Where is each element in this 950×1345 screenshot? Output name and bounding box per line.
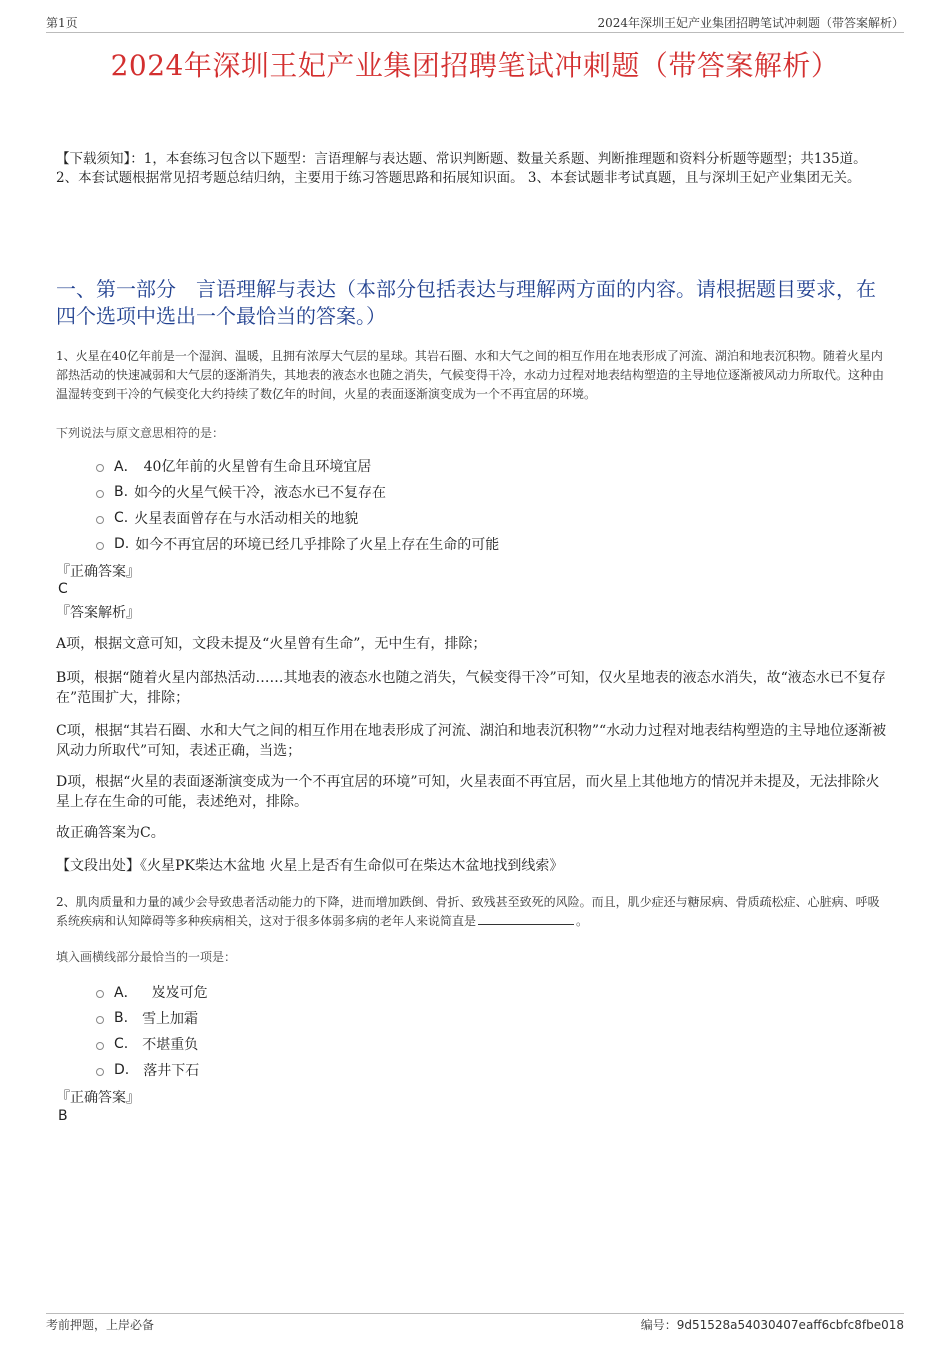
document-code: 编号：9d51528a54030407eaff6cbfc8fbe018 — [640, 1318, 904, 1332]
answer-value: B — [58, 1108, 68, 1124]
answer-label: 『正确答案』 — [56, 1090, 140, 1106]
option-d[interactable]: D. 落井下石 — [96, 1057, 208, 1083]
question-1-options — [96, 453, 499, 557]
page-footer — [46, 1313, 904, 1334]
radio-icon[interactable] — [96, 542, 104, 550]
question-2-stem: 2、肌肉质量和力量的减少会导致患者活动能力的下降，进而增加跌倒、骨折、致残甚至致死的风险。而且，肌少症还与糖尿病、骨质疏松症、心脏病、呼吸系统疾病和认知障碍等多种疾病相关，这对于很多体弱多病的老年人来说简直是 。 — [56, 895, 880, 928]
option-b[interactable]: B. 雪上加霜 — [96, 1005, 208, 1031]
analysis-label: 『答案解析』 — [56, 605, 140, 621]
question-1-stem: 1、火星在40亿年前是一个湿润、温暖，且拥有浓厚大气层的星球。其岩石圈、水和大气之间的相互作用在地表形成了河流、湖泊和地表沉积物。随着火星内部热活动的快速减弱和大气层的逐渐消失，其地表的液态水也随之消失，气候变得干冷，水动力过程对地表结构塑造的主导地位逐渐被风动力所取代。这种由温湿转变到干冷的气候变化大约持续了数亿年的时间，火星的表面逐渐演变成为一个不再宜居的环境。 — [56, 349, 885, 401]
radio-icon[interactable] — [96, 1016, 104, 1024]
download-notice: 【下载须知】：1，本套练习包含以下题型：言语理解与表达题、常识判断题、数量关系题、判断推理题和资料分析题等题型；共135道。 2、本套试题根据常见招考题总结归纳，主要用于练习答题思路和拓展知识面。 3、本套试题非考试真题，且与深圳王妃产业集团无关。 — [56, 151, 867, 186]
section-heading: 一、第一部分 言语理解与表达（本部分包括表达与理解两方面的内容。请根据题目要求，在四个选项中选出一个最恰当的答案。） — [56, 277, 876, 328]
option-b[interactable]: B. 如今的火星气候干冷，液态水已不复存在 — [96, 479, 499, 505]
answer-blank — [478, 912, 574, 925]
document-title: 2024年深圳王妃产业集团招聘笔试冲刺题（带答案解析） — [110, 49, 840, 82]
option-d[interactable]: D. 如今不再宜居的环境已经几乎排除了火星上存在生命的可能 — [96, 531, 499, 557]
analysis-b: B项，根据“随着火星内部热活动……其地表的液态水也随之消失，气候变得干冷”可知，仅火星地表的液态水消失，故“液态水已不复存在”范围扩大，排除； — [56, 670, 886, 706]
page-number: 第1页 — [46, 16, 78, 30]
analysis-d: D项，根据“火星的表面逐渐演变成为一个不再宜居的环境”可知，火星表面不再宜居，而火星上其他地方的情况并未提及，无法排除火星上存在生命的可能，表述绝对，排除。 — [56, 774, 880, 810]
footer-slogan: 考前押题，上岸必备 — [46, 1318, 155, 1332]
analysis-c: C项，根据“其岩石圈、水和大气之间的相互作用在地表形成了河流、湖泊和地表沉积物”“水动力过程对地表结构塑造的主导地位逐渐被风动力所取代”可知，表述正确，当选； — [56, 723, 887, 759]
page-header — [46, 14, 904, 33]
option-a[interactable]: A． 40亿年前的火星曾有生命且环境宜居 — [96, 453, 499, 479]
radio-icon[interactable] — [96, 464, 104, 472]
source-citation: 【文段出处】《火星PK柴达木盆地 火星上是否有生命似可在柴达木盆地找到线索》 — [56, 858, 564, 874]
question-1-prompt: 下列说法与原文意思相符的是： — [56, 426, 225, 440]
question-2-options — [96, 979, 208, 1083]
option-c[interactable]: C. 火星表面曾存在与水活动相关的地貌 — [96, 505, 499, 531]
radio-icon[interactable] — [96, 516, 104, 524]
header-doc-title: 2024年深圳王妃产业集团招聘笔试冲刺题（带答案解析） — [597, 16, 904, 30]
radio-icon[interactable] — [96, 490, 104, 498]
answer-label: 『正确答案』 — [56, 564, 140, 580]
radio-icon[interactable] — [96, 1042, 104, 1050]
option-a[interactable]: A． 岌岌可危 — [96, 979, 208, 1005]
analysis-conclusion: 故正确答案为C。 — [56, 825, 165, 841]
question-2-prompt: 填入画横线部分最恰当的一项是： — [56, 950, 237, 964]
answer-value: C — [58, 581, 68, 597]
radio-icon[interactable] — [96, 1068, 104, 1076]
option-c[interactable]: C. 不堪重负 — [96, 1031, 208, 1057]
analysis-a: A项，根据文意可知，文段未提及“火星曾有生命”，无中生有，排除； — [56, 636, 487, 652]
radio-icon[interactable] — [96, 990, 104, 998]
